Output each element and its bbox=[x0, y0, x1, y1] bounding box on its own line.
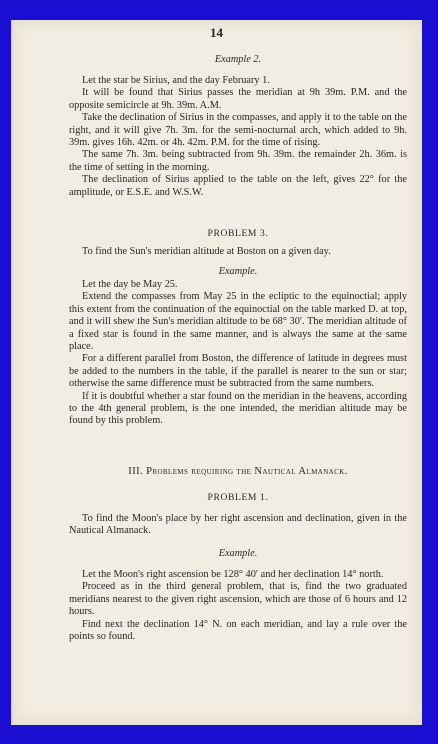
paragraph: If it is doubtful whether a star found on the meridian in the heavens, according to the 4th general problem, is the one intended, the meridian altitude may be found by this problem. bbox=[69, 390, 407, 427]
paragraph: Extend the compasses from May 25 in the ecliptic to the equinoctial; apply this extent from the continuation of the equinoctial on the table marked D. at top, and it will shew the Sun's meridian altitude to be 68° 30′. The meridian altitude of a fixed star is found in the same manner, and is always the same at the same place. bbox=[69, 291, 407, 353]
paragraph: For a different parallel from Boston, the difference of latitude in degrees must be added to the numbers in the table, if the parallel is nearer to the sun or star; otherwise the same difference must be subtracted from the same numbers. bbox=[69, 353, 407, 390]
book-page bbox=[11, 20, 422, 725]
paragraph: The declination of Sirius applied to the table on the left, gives 22° for the amplitude, or E.S.E. and W.S.W. bbox=[69, 174, 407, 198]
page-number: 14 bbox=[210, 25, 223, 40]
problem-statement: To find the Sun's meridian altitude at Boston on a given day. bbox=[82, 246, 331, 257]
problem-1-statement bbox=[69, 513, 407, 538]
paragraph: Proceed as in the third general problem, that is, find the two graduated meridians nearest to the given right ascension, which are those of 6 hours and 12 hours. bbox=[69, 581, 407, 618]
problem-statement: To find the Moon's place by her right ascension and declination, given in the Nautical Almanack. bbox=[69, 513, 407, 537]
example-2-heading: Example 2. bbox=[214, 54, 262, 65]
paragraph: The same 7h. 3m. being subtracted from 9h. 39m. the remainder 2h. 36m. is the time of setting in the morning. bbox=[69, 149, 407, 173]
section-3-heading: III. Problems requiring the Nautical Almanack. bbox=[128, 466, 348, 477]
problem-3-statement bbox=[69, 246, 407, 258]
problem-1-body bbox=[69, 569, 407, 643]
problem-3-body bbox=[69, 279, 407, 428]
paragraph: Let the day be May 25. bbox=[82, 279, 178, 290]
paragraph: Find next the declination 14° N. on each meridian, and lay a rule over the points so found. bbox=[69, 618, 407, 643]
paragraph: Take the declination of Sirius in the compasses, and apply it to the table on the right, and it will give 7h. 3m. for the semi-nocturnal arch, which added to 9h. 39m. gives 16h. 42m. or 4h. 42m. P.M. for the time of rising. bbox=[69, 112, 407, 149]
paragraph: Let the star be Sirius, and the day February 1. bbox=[82, 75, 270, 86]
problem-1-example-heading: Example. bbox=[218, 548, 258, 559]
paragraph: Let the Moon's right ascension be 128° 40′ and her declination 14° north. bbox=[82, 569, 384, 580]
paragraph: It will be found that Sirius passes the meridian at 9h 39m. P.M. and the opposite semicircle at 9h. 39m. A.M. bbox=[69, 87, 407, 111]
problem-3-example-heading: Example. bbox=[218, 266, 258, 277]
problem-1-heading: PROBLEM 1. bbox=[207, 492, 269, 503]
example-2-body bbox=[69, 75, 407, 199]
problem-3-heading: PROBLEM 3. bbox=[207, 228, 269, 239]
